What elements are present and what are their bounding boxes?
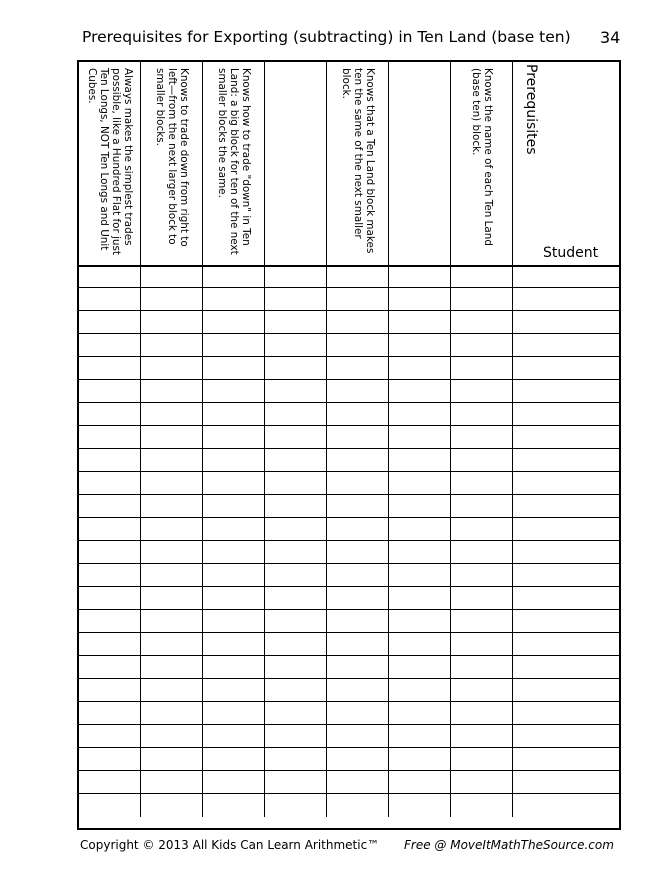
table-cell[interactable] [513,564,619,586]
table-cell[interactable] [389,426,451,448]
table-cell[interactable] [451,288,513,310]
table-cell[interactable] [141,265,203,287]
table-cell[interactable] [451,403,513,425]
table-cell[interactable] [141,748,203,770]
table-cell[interactable] [513,633,619,655]
table-cell[interactable] [79,265,141,287]
table-cell[interactable] [265,518,327,540]
table-cell[interactable] [141,495,203,517]
table-cell[interactable] [451,334,513,356]
table-cell[interactable] [203,679,265,701]
table-cell[interactable] [141,656,203,678]
table-cell[interactable] [203,587,265,609]
table-cell[interactable] [203,380,265,402]
table-cell[interactable] [141,403,203,425]
table-cell[interactable] [141,702,203,724]
table-cell[interactable] [203,288,265,310]
table-cell[interactable] [389,380,451,402]
table-cell[interactable] [79,564,141,586]
page-number: 34 [600,28,621,47]
table-cell[interactable] [265,357,327,379]
table-cell[interactable] [141,380,203,402]
table-cell[interactable] [265,311,327,333]
table-cell[interactable] [513,403,619,425]
column-header-text: Knows to trade down from right to left—from the next larger block to smaller blocks. [153,68,190,247]
table-cell[interactable] [265,472,327,494]
table-cell[interactable] [141,518,203,540]
table-row [79,794,619,817]
table-cell[interactable] [203,794,265,817]
table-cell[interactable] [79,725,141,747]
table-row [79,748,619,771]
table-cell[interactable] [327,472,389,494]
table-row [79,449,619,472]
table-cell[interactable] [389,702,451,724]
table-cell[interactable] [265,380,327,402]
table-cell[interactable] [327,449,389,471]
table-cell[interactable] [389,311,451,333]
table-row [79,357,619,380]
table-cell[interactable] [265,288,327,310]
table-cell[interactable] [203,449,265,471]
table-cell[interactable] [389,403,451,425]
table-cell[interactable] [513,541,619,563]
table-cell[interactable] [79,334,141,356]
table-row [79,564,619,587]
table-cell[interactable] [141,426,203,448]
table-cell[interactable] [513,334,619,356]
table-row [79,587,619,610]
table-cell[interactable] [389,495,451,517]
column-header [451,62,513,265]
table-cell[interactable] [79,610,141,632]
table-cell[interactable] [79,748,141,770]
table-cell[interactable] [327,311,389,333]
footer-copyright: Copyright © 2013 All Kids Can Learn Arithmetic™ [80,838,380,852]
table-cell[interactable] [513,426,619,448]
table-cell[interactable] [79,794,141,817]
table-cell[interactable] [451,702,513,724]
table-cell[interactable] [265,449,327,471]
table-cell[interactable] [203,564,265,586]
table-cell[interactable] [513,357,619,379]
footer-free-link[interactable]: Free @ MoveItMathTheSource.com [404,838,614,852]
table-cell[interactable] [141,679,203,701]
table-cell[interactable] [265,495,327,517]
table-cell[interactable] [451,311,513,333]
table-cell[interactable] [141,288,203,310]
table-cell[interactable] [327,725,389,747]
table-cell[interactable] [451,610,513,632]
table-row [79,311,619,334]
table-cell[interactable] [389,472,451,494]
table-cell[interactable] [513,679,619,701]
table-cell[interactable] [513,495,619,517]
student-label: Student [543,245,599,261]
table-cell[interactable] [79,472,141,494]
table-cell[interactable] [141,794,203,817]
table-cell[interactable] [327,403,389,425]
table-cell[interactable] [203,311,265,333]
table-cell[interactable] [327,541,389,563]
table-cell[interactable] [79,426,141,448]
table-cell[interactable] [327,748,389,770]
table-cell[interactable] [513,288,619,310]
table-cell[interactable] [327,334,389,356]
table-row [79,334,619,357]
table-cell[interactable] [451,265,513,287]
column-header [203,62,265,265]
table-cell[interactable] [79,679,141,701]
table-cell[interactable] [513,472,619,494]
table-cell[interactable] [141,472,203,494]
table-cell[interactable] [513,518,619,540]
table-cell[interactable] [79,495,141,517]
table-cell[interactable] [451,725,513,747]
table-cell[interactable] [79,702,141,724]
table-cell[interactable] [513,771,619,793]
table-cell[interactable] [389,610,451,632]
table-row [79,679,619,702]
table-cell[interactable] [451,449,513,471]
table-cell[interactable] [327,518,389,540]
table-cell[interactable] [451,771,513,793]
table-cell[interactable] [327,380,389,402]
table-cell[interactable] [265,426,327,448]
table-cell[interactable] [389,288,451,310]
table-cell[interactable] [265,541,327,563]
table-cell[interactable] [203,403,265,425]
table-cell[interactable] [141,633,203,655]
table-cell[interactable] [79,357,141,379]
table-cell[interactable] [265,633,327,655]
table-cell[interactable] [451,748,513,770]
table-cell[interactable] [141,725,203,747]
table-cell[interactable] [451,357,513,379]
table-cell[interactable] [389,633,451,655]
table-cell[interactable] [327,610,389,632]
table-cell[interactable] [203,518,265,540]
column-header-text: Knows that a Ten Land block makes ten the same of the next smaller block. [339,68,376,254]
table-cell[interactable] [327,265,389,287]
table-cell[interactable] [389,656,451,678]
table-row [79,656,619,679]
table-cell[interactable] [327,633,389,655]
table-cell[interactable] [79,656,141,678]
column-header-text: Always makes the simplest trades possible, like a Hundred Flat for just Ten Longs, NOT Ten Longs and Unit Cubes. [85,68,134,256]
table-cell[interactable] [451,426,513,448]
table-cell[interactable] [513,794,619,817]
table-cell[interactable] [79,449,141,471]
table-cell[interactable] [203,725,265,747]
table-cell[interactable] [389,587,451,609]
table-cell[interactable] [203,265,265,287]
prerequisites-label: Prerequisites [523,64,539,155]
table-cell[interactable] [265,564,327,586]
table-cell[interactable] [389,794,451,817]
table-cell[interactable] [327,656,389,678]
table-cell[interactable] [389,771,451,793]
table-cell[interactable] [203,541,265,563]
table-body [79,265,619,828]
table-cell[interactable] [513,311,619,333]
column-header [79,62,141,265]
table-cell[interactable] [79,541,141,563]
table-cell[interactable] [79,518,141,540]
table-cell[interactable] [79,771,141,793]
table-cell[interactable] [389,357,451,379]
table-cell[interactable] [389,449,451,471]
table-header-row [79,62,619,267]
table-row [79,265,619,288]
table-cell[interactable] [513,656,619,678]
table-cell[interactable] [327,288,389,310]
table-cell[interactable] [513,725,619,747]
table-row [79,771,619,794]
column-header [265,62,327,265]
table-cell[interactable] [327,587,389,609]
table-cell[interactable] [265,702,327,724]
table-cell[interactable] [141,564,203,586]
table-row [79,610,619,633]
table-cell[interactable] [327,702,389,724]
column-header [389,62,451,265]
table-row [79,426,619,449]
table-cell[interactable] [203,771,265,793]
table-cell[interactable] [141,334,203,356]
table-cell[interactable] [265,748,327,770]
table-cell[interactable] [265,794,327,817]
table-cell[interactable] [389,541,451,563]
table-cell[interactable] [79,587,141,609]
table-cell[interactable] [327,794,389,817]
table-row [79,541,619,564]
table-row [79,288,619,311]
table-row [79,702,619,725]
table-cell[interactable] [203,495,265,517]
table-cell[interactable] [451,587,513,609]
column-header [141,62,203,265]
prerequisites-table [77,60,621,830]
table-cell[interactable] [79,288,141,310]
table-cell[interactable] [327,426,389,448]
table-cell[interactable] [327,679,389,701]
table-cell[interactable] [141,449,203,471]
table-cell[interactable] [451,541,513,563]
table-cell[interactable] [513,610,619,632]
table-cell[interactable] [327,771,389,793]
page-title: Prerequisites for Exporting (subtracting) in Ten Land (base ten) [82,28,571,46]
table-cell[interactable] [203,472,265,494]
table-cell[interactable] [451,472,513,494]
table-cell[interactable] [265,771,327,793]
table-cell[interactable] [203,748,265,770]
table-cell[interactable] [265,265,327,287]
table-row [79,725,619,748]
table-cell[interactable] [265,610,327,632]
table-cell[interactable] [451,380,513,402]
table-cell[interactable] [327,495,389,517]
table-cell[interactable] [389,725,451,747]
table-cell[interactable] [451,564,513,586]
table-cell[interactable] [513,265,619,287]
table-row [79,472,619,495]
table-cell[interactable] [451,656,513,678]
table-cell[interactable] [513,702,619,724]
table-cell[interactable] [265,403,327,425]
table-row [79,495,619,518]
table-cell[interactable] [389,334,451,356]
table-cell[interactable] [203,656,265,678]
table-row [79,403,619,426]
table-cell[interactable] [389,265,451,287]
table-cell[interactable] [389,679,451,701]
table-cell[interactable] [79,380,141,402]
table-cell[interactable] [327,564,389,586]
table-cell[interactable] [141,357,203,379]
table-cell[interactable] [327,357,389,379]
table-cell[interactable] [79,633,141,655]
table-cell[interactable] [203,633,265,655]
table-cell[interactable] [203,357,265,379]
table-cell[interactable] [265,587,327,609]
table-cell[interactable] [203,426,265,448]
table-row [79,380,619,403]
student-column-header [513,62,619,265]
table-cell[interactable] [513,587,619,609]
table-cell[interactable] [265,725,327,747]
table-cell[interactable] [265,679,327,701]
table-row [79,518,619,541]
table-cell[interactable] [451,518,513,540]
table-cell[interactable] [513,748,619,770]
table-cell[interactable] [265,334,327,356]
table-row [79,633,619,656]
table-cell[interactable] [141,311,203,333]
table-cell[interactable] [513,380,619,402]
table-cell[interactable] [389,748,451,770]
table-cell[interactable] [451,679,513,701]
table-cell[interactable] [203,610,265,632]
column-header-text: Knows how to trade "down" in Ten Land: a big block for ten of the next smaller blocks the same. [215,68,252,255]
table-cell[interactable] [79,311,141,333]
table-cell[interactable] [141,587,203,609]
table-cell[interactable] [389,518,451,540]
table-cell[interactable] [141,610,203,632]
table-cell[interactable] [451,794,513,817]
column-header [327,62,389,265]
table-cell[interactable] [141,771,203,793]
table-cell[interactable] [389,564,451,586]
table-cell[interactable] [451,495,513,517]
table-cell[interactable] [79,403,141,425]
column-header-text: Knows the name of each Ten Land (base ten) block. [469,68,494,246]
table-cell[interactable] [451,633,513,655]
table-cell[interactable] [203,702,265,724]
table-cell[interactable] [141,541,203,563]
table-cell[interactable] [265,656,327,678]
table-cell[interactable] [513,449,619,471]
table-cell[interactable] [203,334,265,356]
